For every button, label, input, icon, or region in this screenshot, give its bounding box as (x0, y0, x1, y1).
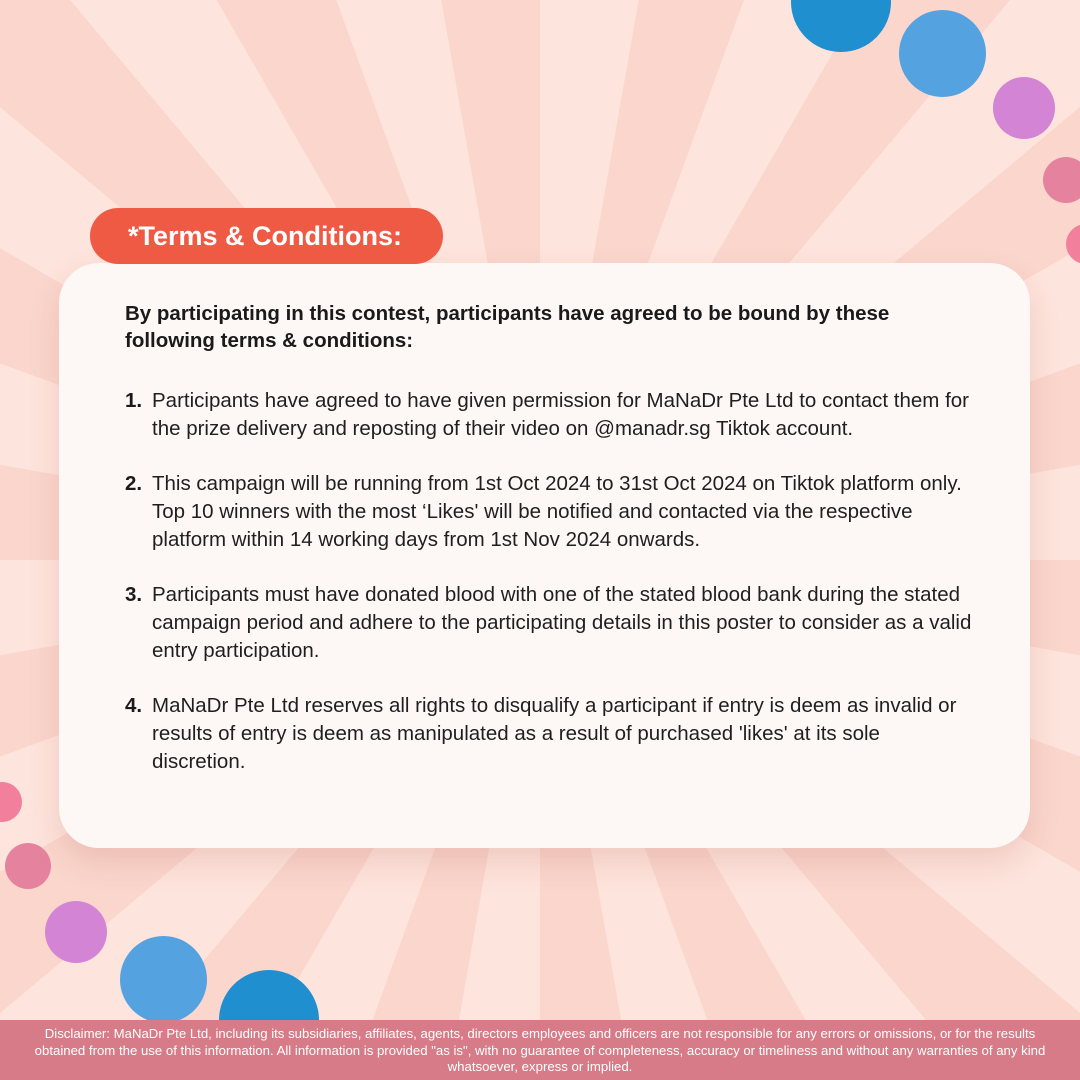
decorative-dot-blue-light-bottom (120, 936, 207, 1023)
terms-title-tag: *Terms & Conditions: (90, 208, 443, 264)
term-number: 1. (125, 389, 143, 412)
decorative-dot-blue-light-top (899, 10, 986, 97)
term-item-3 (125, 581, 975, 665)
disclaimer-footer: Disclaimer: MaNaDr Pte Ltd, including its subsidiaries, affiliates, agents, directors employees and officers are not responsible for any errors or omissions, or for the results obtained from the use of this information. All information is provided "as is", with no guarantee of completeness, accuracy or timeliness and without any warranties of any kind whatsoever, express or implied. (0, 1020, 1080, 1080)
terms-intro: By participating in this contest, participants have agreed to be bound by these following terms & conditions: (125, 302, 890, 352)
term-item-2 (125, 470, 975, 554)
term-item-4 (125, 692, 975, 776)
term-number: 4. (125, 694, 143, 717)
term-text: Participants have agreed to have given permission for MaNaDr Pte Ltd to contact them for the prize delivery and reposting of their video on @manadr.sg Tiktok account. (152, 389, 969, 440)
term-text: Participants must have donated blood with one of the stated blood bank during the stated campaign period and adhere to the participating details in this poster to consider as a valid entry participation. (152, 583, 972, 662)
term-number: 3. (125, 583, 143, 606)
decorative-dot-pink-bottom (5, 843, 51, 889)
term-item-1 (125, 387, 975, 443)
terms-list (125, 387, 975, 803)
terms-card (59, 263, 1030, 848)
term-text: This campaign will be running from 1st Oct 2024 to 31st Oct 2024 on Tiktok platform only. Top 10 winners with the most ‘Likes' will be notified and contacted via the respective platform within 14 working days from 1st Nov 2024 onwards. (152, 472, 962, 551)
term-text: MaNaDr Pte Ltd reserves all rights to disqualify a participant if entry is deem as invalid or results of entry is deem as manipulated as a result of purchased 'likes' at its sole discretion. (152, 694, 957, 773)
decorative-dot-purple-top (993, 77, 1055, 139)
term-number: 2. (125, 472, 143, 495)
decorative-dot-purple-bottom (45, 901, 107, 963)
